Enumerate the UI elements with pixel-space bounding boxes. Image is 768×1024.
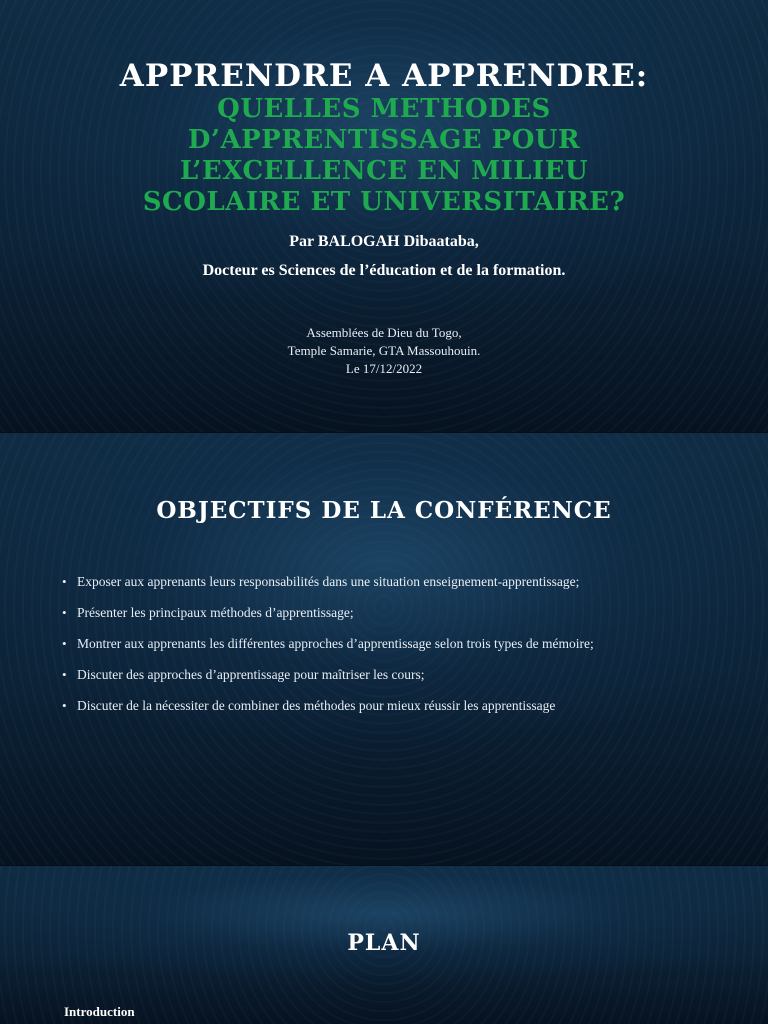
subtitle-line: L’EXCELLENCE EN MILIEU [179,156,589,186]
objective-text: Montrer aux apprenants les différentes approches d’apprentissage selon trois types de mémoire; [77,636,594,651]
plan-slide [0,866,768,1024]
objective-text: Exposer aux apprenants leurs responsabilités dans une situation enseignement-apprentissage; [77,574,580,589]
objectives-list [62,573,752,728]
plan-item: Introduction [64,1004,135,1019]
author-name: Par BALOGAH Dibaataba, [289,233,479,250]
subtitle-line: SCOLAIRE ET UNIVERSITAIRE? [142,187,626,217]
objective-text: Présenter les principaux méthodes d’apprentissage; [77,605,354,620]
event-date: Le 17/12/2022 [345,361,423,376]
slide-subtitle [100,94,668,218]
bullet-icon: • [62,605,67,620]
subtitle-line: D’APPRENTISSAGE POUR [187,125,581,155]
plan-heading: PLAN [347,930,421,956]
bullet-icon: • [62,667,67,682]
objective-text: Discuter de la nécessiter de combiner des méthodes pour mieux réussir les apprentissage [77,698,556,713]
venue-organization: Assemblées de Dieu du Togo, [306,325,462,340]
objective-item [62,604,752,635]
subtitle-line: QUELLES METHODES [217,94,551,124]
bullet-icon: • [62,636,67,651]
objective-item [62,697,752,728]
objectives-slide [0,433,768,865]
author-credentials: Docteur es Sciences de l’éducation et de la formation. [202,262,566,279]
objective-item [62,573,752,604]
objective-text: Discuter des approches d’apprentissage pour maîtriser les cours; [77,667,425,682]
bullet-icon: • [62,574,67,589]
objective-item [62,635,752,666]
title-slide [0,0,768,432]
bullet-icon: • [62,698,67,713]
venue-location: Temple Samarie, GTA Massouhouin. [287,343,481,358]
objectives-heading: OBJECTIFS DE LA CONFÉRENCE [156,497,612,524]
objective-item [62,666,752,697]
slide-title: APPRENDRE A APPRENDRE: [119,58,649,94]
